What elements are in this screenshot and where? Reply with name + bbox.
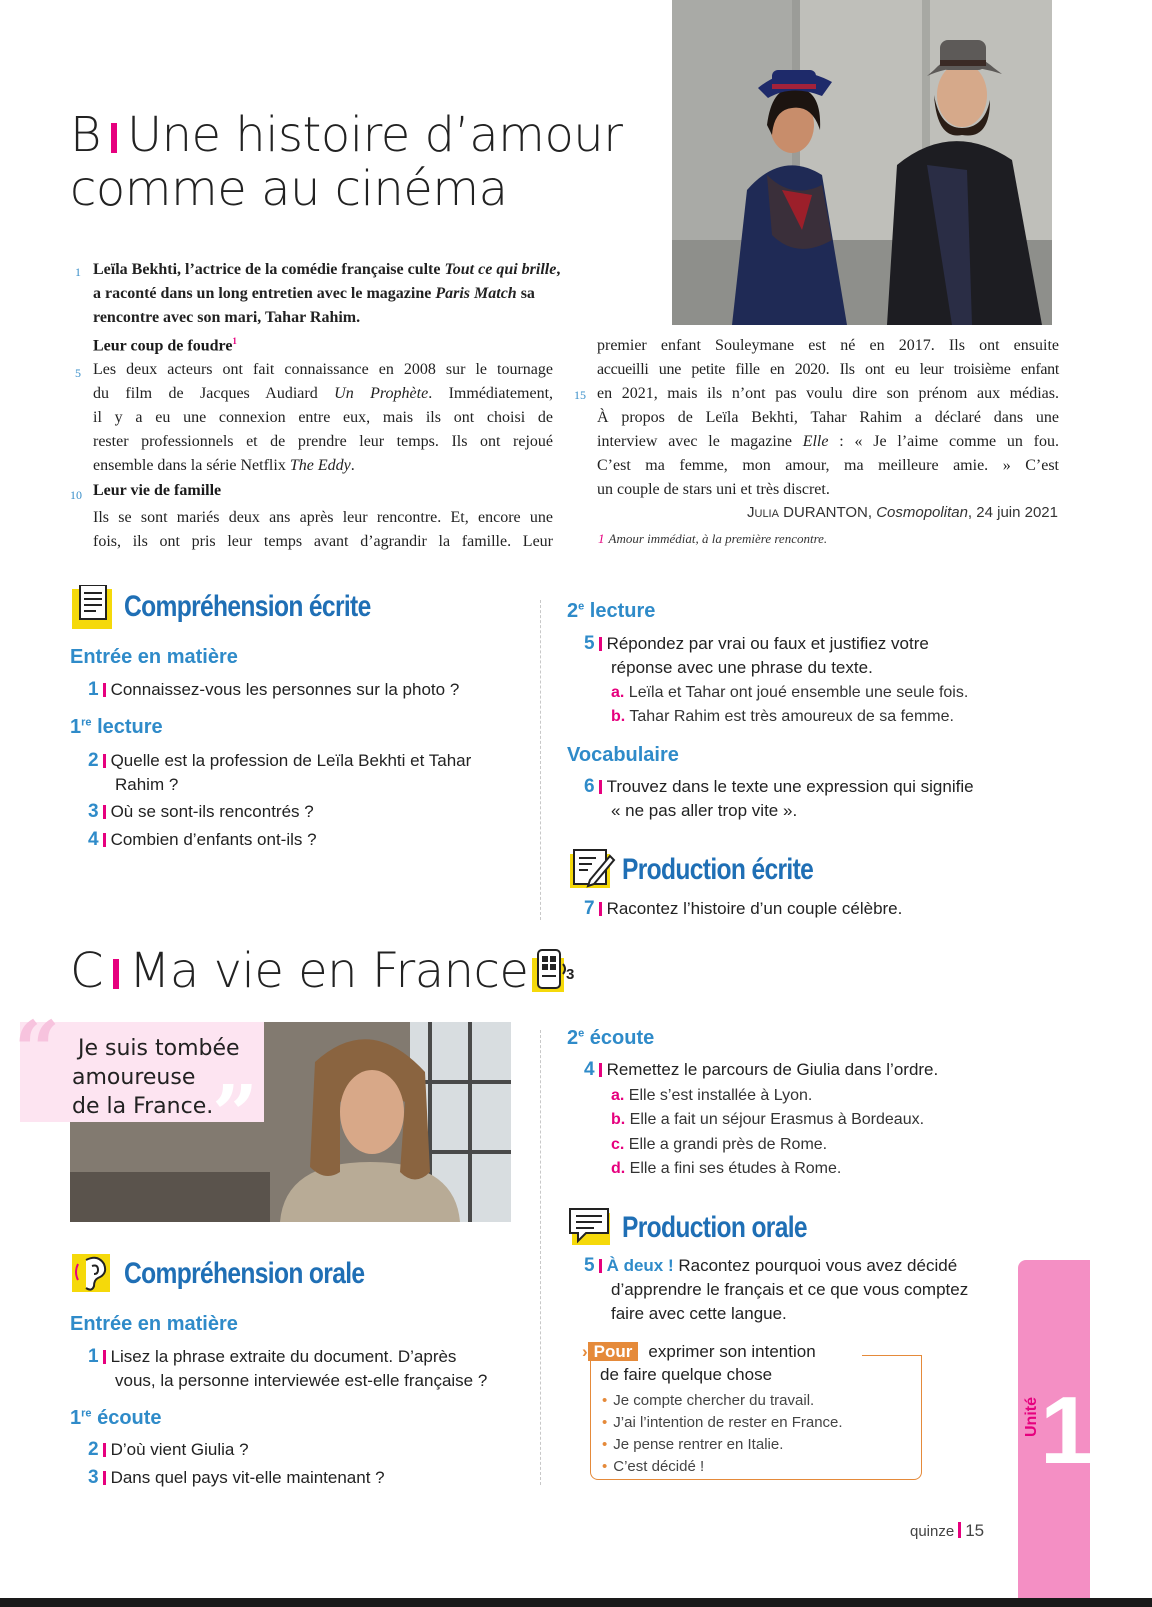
question-6 xyxy=(584,775,974,823)
question-number: 3 xyxy=(88,1467,99,1488)
para-line: un couple de stars uni et très discret. xyxy=(597,481,830,498)
film-title: Un Prophète xyxy=(334,385,429,402)
option-letter: d. xyxy=(611,1160,626,1177)
separator xyxy=(599,1063,602,1077)
question-number: 5 xyxy=(584,1255,595,1276)
question-text: d’apprendre le français et ce que vous comptez xyxy=(611,1280,969,1299)
question-5 xyxy=(584,632,929,680)
para-text: . xyxy=(350,457,355,474)
question-c3 xyxy=(88,1466,385,1490)
question-text: Connaissez-vous les personnes sur la photo ? xyxy=(110,680,460,699)
option-4c xyxy=(611,1132,827,1157)
bullet-icon: • xyxy=(602,1458,608,1475)
question-number: 5 xyxy=(584,633,595,654)
separator xyxy=(103,1350,106,1364)
unit-tab-label: Unité xyxy=(1023,1397,1040,1437)
para-text: du film de Jacques Audiard xyxy=(93,385,335,402)
para-line: C’est ma femme, mon amour, ma meilleure amie. » C’est xyxy=(597,457,1059,474)
pour-item-text: Je compte chercher du travail. xyxy=(613,1392,815,1409)
separator xyxy=(103,754,106,768)
para-line xyxy=(93,454,553,478)
option-text: Elle s’est installée à Lyon. xyxy=(628,1087,813,1104)
intro-text: a raconté dans un long entretien avec le magazine xyxy=(93,285,436,302)
option-text: Elle a fini ses études à Rome. xyxy=(629,1160,842,1177)
question-text: Quelle est la profession de Leïla Bekhti et Tahar xyxy=(110,751,472,770)
intro-text: sa xyxy=(516,285,535,302)
option-letter: c. xyxy=(611,1136,625,1153)
question-text: Répondez par vrai ou faux et justifiez votre xyxy=(606,634,929,653)
question-c5 xyxy=(584,1254,968,1326)
question-text: D’où vient Giulia ? xyxy=(110,1440,249,1459)
comp-orale-heading: Compréhension orale xyxy=(124,1257,365,1290)
option-5a xyxy=(611,680,968,705)
intro-text: Leïla Bekhti, l’actrice de la comédie française culte xyxy=(93,261,445,278)
pencil-writing-icon xyxy=(570,848,616,895)
para-text: ensemble dans la série Netflix xyxy=(93,457,290,474)
speech-bubble-icon xyxy=(568,1205,614,1254)
close-quote-mark: ” xyxy=(212,1067,259,1161)
question-c4 xyxy=(584,1058,938,1082)
document-icon xyxy=(72,585,116,634)
option-4d xyxy=(611,1156,841,1181)
separator xyxy=(599,780,602,794)
comp-ecrite-heading: Compréhension écrite xyxy=(124,590,371,623)
heading-sup: re xyxy=(81,1407,92,1420)
article-paragraph-2 xyxy=(93,506,553,554)
para-line: il y a eu une connexion entre eux, mais ils ont choisi de xyxy=(93,409,553,426)
question-number: 1 xyxy=(88,1346,99,1367)
question-text: Remettez le parcours de Giulia dans l’ordre. xyxy=(606,1060,939,1079)
lecture-1-heading xyxy=(70,716,163,739)
ear-listening-icon xyxy=(72,1250,116,1299)
pour-title-line2: de faire quelque chose xyxy=(600,1365,773,1384)
question-text: réponse avec une phrase du texte. xyxy=(611,658,873,677)
source-date: , 24 juin 2021 xyxy=(967,504,1058,521)
section-c-title xyxy=(70,944,528,998)
option-letter: a. xyxy=(611,684,625,701)
question-text: Racontez pourquoi vous avez décidé xyxy=(673,1256,958,1275)
question-3 xyxy=(88,800,314,824)
separator xyxy=(958,1522,961,1538)
pour-item-text: J’ai l’intention de rester en France. xyxy=(613,1414,843,1431)
question-1 xyxy=(88,678,459,702)
option-4a xyxy=(611,1083,812,1108)
open-quote-mark: “ xyxy=(14,1003,61,1097)
footnote-ref: 1 xyxy=(232,336,237,346)
quote-line: de la France. xyxy=(72,1094,214,1119)
subhead-vie-de-famille: Leur vie de famille xyxy=(93,482,222,499)
bullet-icon: • xyxy=(602,1414,608,1431)
entree-en-matiere-heading-c: Entrée en matière xyxy=(70,1313,238,1335)
magazine-title: Elle xyxy=(802,433,829,450)
pour-arrow-icon: › xyxy=(582,1342,588,1361)
line-number-15: 15 xyxy=(574,388,586,402)
question-number: 2 xyxy=(88,1439,99,1460)
para-line: À propos de Leïla Bekhti, Tahar Rahim a déclaré dans une xyxy=(597,409,1059,426)
section-c-title-text: Ma vie en France xyxy=(129,943,529,999)
heading-label: lecture xyxy=(584,600,656,622)
option-letter: b. xyxy=(611,1111,626,1128)
question-number: 1 xyxy=(88,679,99,700)
question-4 xyxy=(88,828,317,852)
source-author: Julia DURANTON, xyxy=(747,504,873,521)
couple-photo-image xyxy=(672,0,1052,325)
ecoute-1-heading xyxy=(70,1407,162,1430)
heading-number: 1 xyxy=(70,1407,82,1429)
option-text: Elle a grandi près de Rome. xyxy=(628,1136,828,1153)
pour-item xyxy=(602,1390,843,1412)
separator xyxy=(103,683,106,697)
heading-label: lecture xyxy=(91,716,163,738)
article-source xyxy=(747,504,1058,521)
option-letter: a. xyxy=(611,1087,625,1104)
para-line xyxy=(597,430,1059,454)
pour-title: exprimer son intention xyxy=(648,1342,816,1361)
heading-number: 1 xyxy=(70,716,82,738)
prod-ecrite-heading: Production écrite xyxy=(622,853,814,886)
footnote-number: 1 xyxy=(598,531,605,546)
footnote-text: Amour immédiat, à la première rencontre. xyxy=(608,531,828,546)
question-number: 6 xyxy=(584,776,595,797)
para-text: interview avec le magazine xyxy=(597,433,803,450)
separator xyxy=(103,1471,106,1485)
article-intro xyxy=(93,258,653,330)
quote-text xyxy=(72,1034,240,1121)
line-number-10: 10 xyxy=(70,488,82,502)
heading-number: 2 xyxy=(567,600,579,622)
section-b-letter: B xyxy=(70,107,101,163)
intro-film-title: Tout ce qui brille xyxy=(444,261,557,278)
question-text: Racontez l’histoire d’un couple célèbre. xyxy=(606,899,903,918)
option-letter: b. xyxy=(611,708,626,725)
question-2 xyxy=(88,749,471,797)
article-paragraph-1 xyxy=(93,358,553,478)
question-text: Lisez la phrase extraite du document. D’après xyxy=(110,1347,457,1366)
pour-item xyxy=(602,1412,843,1434)
question-c1 xyxy=(88,1345,487,1393)
subhead-text: Leur coup de foudre xyxy=(93,337,233,355)
question-text: Combien d’enfants ont-ils ? xyxy=(110,830,317,849)
pour-list xyxy=(602,1390,843,1478)
para-line: fois, ils ont pris leur temps avant d’agrandir la famille. Leur xyxy=(93,533,553,550)
pour-box-top-line xyxy=(862,1355,921,1356)
section-b-title-line1: Une histoire d’amour xyxy=(126,107,623,163)
separator xyxy=(103,833,106,847)
audio-track-number: 3 xyxy=(566,966,575,983)
para-line: premier enfant Souleymane est né en 2017. Ils ont ensuite xyxy=(597,337,1059,354)
question-number: 7 xyxy=(584,898,595,919)
article-column-2 xyxy=(597,334,1059,502)
bullet-icon: • xyxy=(602,1436,608,1453)
heading-sup: e xyxy=(578,1027,585,1040)
para-line: Ils se sont mariés deux ans après leur rencontre. Et, encore une xyxy=(93,509,553,526)
section-b-title-line2: comme au cinéma xyxy=(70,161,508,217)
intro-text: rencontre avec son mari, Tahar Rahim. xyxy=(93,309,361,326)
para-line: en 2021, mais ils n’ont pas voulu dire son prénom aux médias. xyxy=(597,385,1059,402)
question-text: Trouvez dans le texte une expression qui signifie xyxy=(606,777,974,796)
page-footer xyxy=(910,1521,984,1541)
pour-item-text: C’est décidé ! xyxy=(613,1458,705,1475)
option-text: Leïla et Tahar ont joué ensemble une seule fois. xyxy=(628,684,969,701)
para-line: accueilli une petite fille en 2020. Ils ont eu leur troisième enfant xyxy=(597,361,1059,378)
question-c2 xyxy=(88,1438,249,1462)
question-text: faire avec cette langue. xyxy=(611,1304,787,1323)
para-text: . Immédiatement, xyxy=(428,385,554,402)
question-text: Dans quel pays vit-elle maintenant ? xyxy=(110,1468,385,1487)
para-text: : « Je l’aime comme un fou. xyxy=(828,433,1059,450)
heading-sup: e xyxy=(578,600,585,613)
separator xyxy=(103,1443,106,1457)
question-7 xyxy=(584,897,902,921)
intro-text: , xyxy=(556,261,561,278)
section-b-title xyxy=(70,108,622,216)
lecture-2-heading xyxy=(567,600,655,623)
para-line: rester professionnels et de prendre leur temps. Ils ont rejoué xyxy=(93,433,553,450)
line-number-1: 1 xyxy=(75,265,81,279)
heading-sup: re xyxy=(81,716,92,729)
prod-orale-heading: Production orale xyxy=(622,1211,807,1244)
para-line: Les deux acteurs ont fait connaissance en 2008 sur le tournage xyxy=(93,361,553,378)
column-divider xyxy=(540,600,541,920)
pour-item xyxy=(602,1456,843,1478)
question-text: Rahim ? xyxy=(115,775,179,794)
title-separator xyxy=(113,959,119,989)
separator xyxy=(599,1259,602,1273)
pour-item xyxy=(602,1434,843,1456)
pour-item-text: Je pense rentrer en Italie. xyxy=(613,1436,784,1453)
series-title: The Eddy xyxy=(289,457,351,474)
vocabulaire-heading: Vocabulaire xyxy=(567,744,679,766)
pour-tag: Pour xyxy=(588,1342,639,1361)
quote-line: amoureuse xyxy=(72,1065,196,1090)
ecoute-2-heading xyxy=(567,1027,654,1050)
entree-en-matiere-heading: Entrée en matière xyxy=(70,646,238,668)
line-number-5: 5 xyxy=(75,366,81,380)
option-text: Tahar Rahim est très amoureux de sa femme. xyxy=(629,708,954,725)
separator xyxy=(599,637,602,651)
question-number: 4 xyxy=(584,1059,595,1080)
couple-photo xyxy=(672,0,1052,325)
option-5b xyxy=(611,704,954,729)
option-4b xyxy=(611,1107,924,1132)
question-bold: À deux ! xyxy=(606,1256,674,1275)
separator xyxy=(103,805,106,819)
option-text: Elle a fait un séjour Erasmus à Bordeaux. xyxy=(629,1111,925,1128)
page-number-word: quinze xyxy=(910,1523,955,1540)
question-text: vous, la personne interviewée est-elle française ? xyxy=(115,1371,488,1390)
heading-number: 2 xyxy=(567,1027,579,1049)
question-text: Où se sont-ils rencontrés ? xyxy=(110,802,314,821)
question-number: 3 xyxy=(88,801,99,822)
section-c-letter: C xyxy=(70,943,104,999)
quote-line: Je suis tombée xyxy=(78,1036,240,1061)
title-separator xyxy=(111,123,117,153)
bullet-icon: • xyxy=(602,1392,608,1409)
separator xyxy=(599,902,602,916)
bottom-edge xyxy=(0,1598,1152,1607)
heading-label: écoute xyxy=(91,1407,162,1429)
unit-tab-number: 1 xyxy=(1040,1377,1094,1484)
subhead-coup-de-foudre xyxy=(93,336,237,355)
question-number: 2 xyxy=(88,750,99,771)
column-divider-c xyxy=(540,1030,541,1485)
question-text: « ne pas aller trop vite ». xyxy=(611,801,798,820)
para-line xyxy=(93,382,553,406)
intro-magazine: Paris Match xyxy=(435,285,517,302)
source-magazine: Cosmopolitan xyxy=(876,504,968,521)
question-number: 4 xyxy=(88,829,99,850)
page-number: 15 xyxy=(965,1521,985,1540)
footnote xyxy=(598,531,827,547)
pour-header xyxy=(582,1342,816,1362)
heading-label: écoute xyxy=(584,1027,655,1049)
